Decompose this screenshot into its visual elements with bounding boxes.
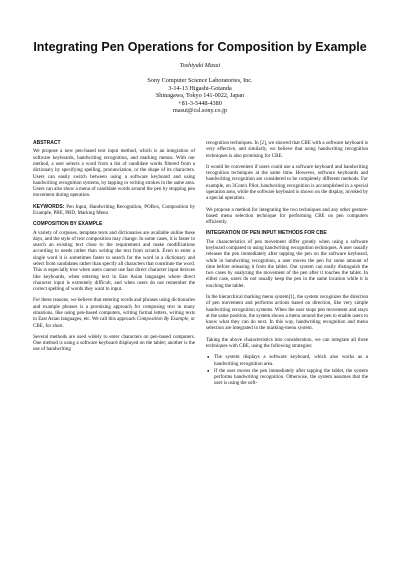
integration-heading: INTEGRATION OF PEN INPUT METHODS FOR CBE [206,230,327,237]
emphasis-term: Composition By Example [136,316,189,323]
keywords-paragraph [33,204,195,217]
abstract-paragraph: We propose a new pen-based text input method, which is an integration of software keyboards, handwriting recognition, and marking menus. With our method, a user selects a word from a list of candidate words filtered from a dictionary by specifying spelling, pronunciation, or the shape of its characters. Users can easily switch between using a software keyboard and using handwriting recognition systems, by tapping or writing strokes in the same area. Users can also show a menu of candidate words around the pen by stopping pen movement during operation. [33,148,195,199]
body-text: For these reasons, we believe that entering words and phrases using dictionaries and example phrases is a promising approach for composing text in many situations, like using pen-based computers, writing formal letters, writing texts in East Asian languages, etc. We call this approach [33,297,195,323]
list-item: ● If the user moves the pen immediately after tapping the tablet, the system performs handwriting recognition. Otherwise, the system assumes that the user is using the soft- [214,368,368,387]
author-name: Toshiyuki Masui [179,62,221,69]
body-paragraph: Several methods are used widely to enter characters on pen-based computers. One method is using a software keyboard displayed on the tablet; another is the use of handwriting [33,333,195,353]
strategy-list [206,354,368,386]
affiliation-line: +81-3-5448-4380 [178,99,222,107]
body-paragraph: A variety of corpuses, template texts and dictionaries are available online these days, and the style of text composition may change. In some cases, it is faster to search an existing text close to the requirement and make modifications according to needs rather than writing the text from scratch. Even to enter a single word it is sometimes faster to search for the word in a dictionary and select from candidates rather than specify all characters that constitute the word. This is especially true when users cannot use fast direct character input devices like keyboards, when entering text in East Asian languages where direct character input is extremely difficult, and when users do not remember the correct spelling of words they want to input. [33,229,195,293]
abstract-heading: ABSTRACT [33,140,61,146]
body-text: , or CBE, for short. [33,316,195,329]
paper-title: Integrating Pen Operations for Composition by Example [33,40,367,54]
affiliation-line: Shinagawa, Tokyo 141-0022, Japan [155,92,245,100]
body-paragraph: recognition techniques. In [2], we showed that CBE with a software keyboard is very effective, and similarly, we believe that using handwriting recognition techniques is also promising for CBE. [206,140,368,159]
left-column [33,140,195,358]
affiliation-email: masui@csl.sony.co.jp [173,107,227,115]
affiliation-block [20,77,380,115]
body-paragraph [33,297,195,328]
keywords-text: Pen Input, Handwriting Recognition, POBox, Composition by Example, PBE, PBD, Marking Menu [33,203,195,216]
body-paragraph: We propose a method for integrating the two techniques and any other gesture-based menu selection technique for performing CBE on pen computers efficiently. [206,206,368,226]
right-column [206,140,368,388]
keywords-label: KEYWORDS: [33,203,65,210]
body-paragraph: It would be convenient if users could use a software keyboard and handwriting recognition techniques at the same time. However, software keyboards and handwriting recognition are considered to be completely different methods. For example, on 3Com's Pilot, handwriting recognition is accomplished in a special operation area, while the software keyboard is shown on the display, invoked by a special operation. [206,163,368,202]
body-paragraph: The characteristics of pen movement differ greatly when using a software keyboard compared to using handwriting recognition techniques. A user usually releases the pen immediately after tapping the pen on the software keyboard, while in handwriting recognition, a user moves the pen for some amount of time before releasing it from the tablet. Our system can easily distinguish the two cases by analyzing the movement of the pen after it touches the tablet. In either case, users do not usually keep the pen in the same location while it is touching the tablet. [206,238,368,289]
affiliation-line: 3-14-13 Higashi-Gotanda [168,84,232,92]
body-paragraph: Taking the above characteristics into consideration, we can integrate all three techniques with CBE, using the following strategies: [206,336,368,349]
affiliation-line: Sony Computer Science Laboratories, Inc. [147,77,253,84]
body-paragraph: In the hierarchical marking menu system[1], the system recognizes the direction of pen movement and performs actions based on direction, like very simple handwriting recognition systems. When the user stops pen movement and stays at the same position, the system shows a menu around the pen to enable users to know what they can do next. In this way, handwriting recognition and menu selection are integrated in the marking-menu system. [206,294,368,332]
list-item: ● The system displays a software keyboard, which also works as a handwriting recognition area. [214,354,368,367]
composition-heading: COMPOSITION BY EXAMPLE [33,221,103,228]
